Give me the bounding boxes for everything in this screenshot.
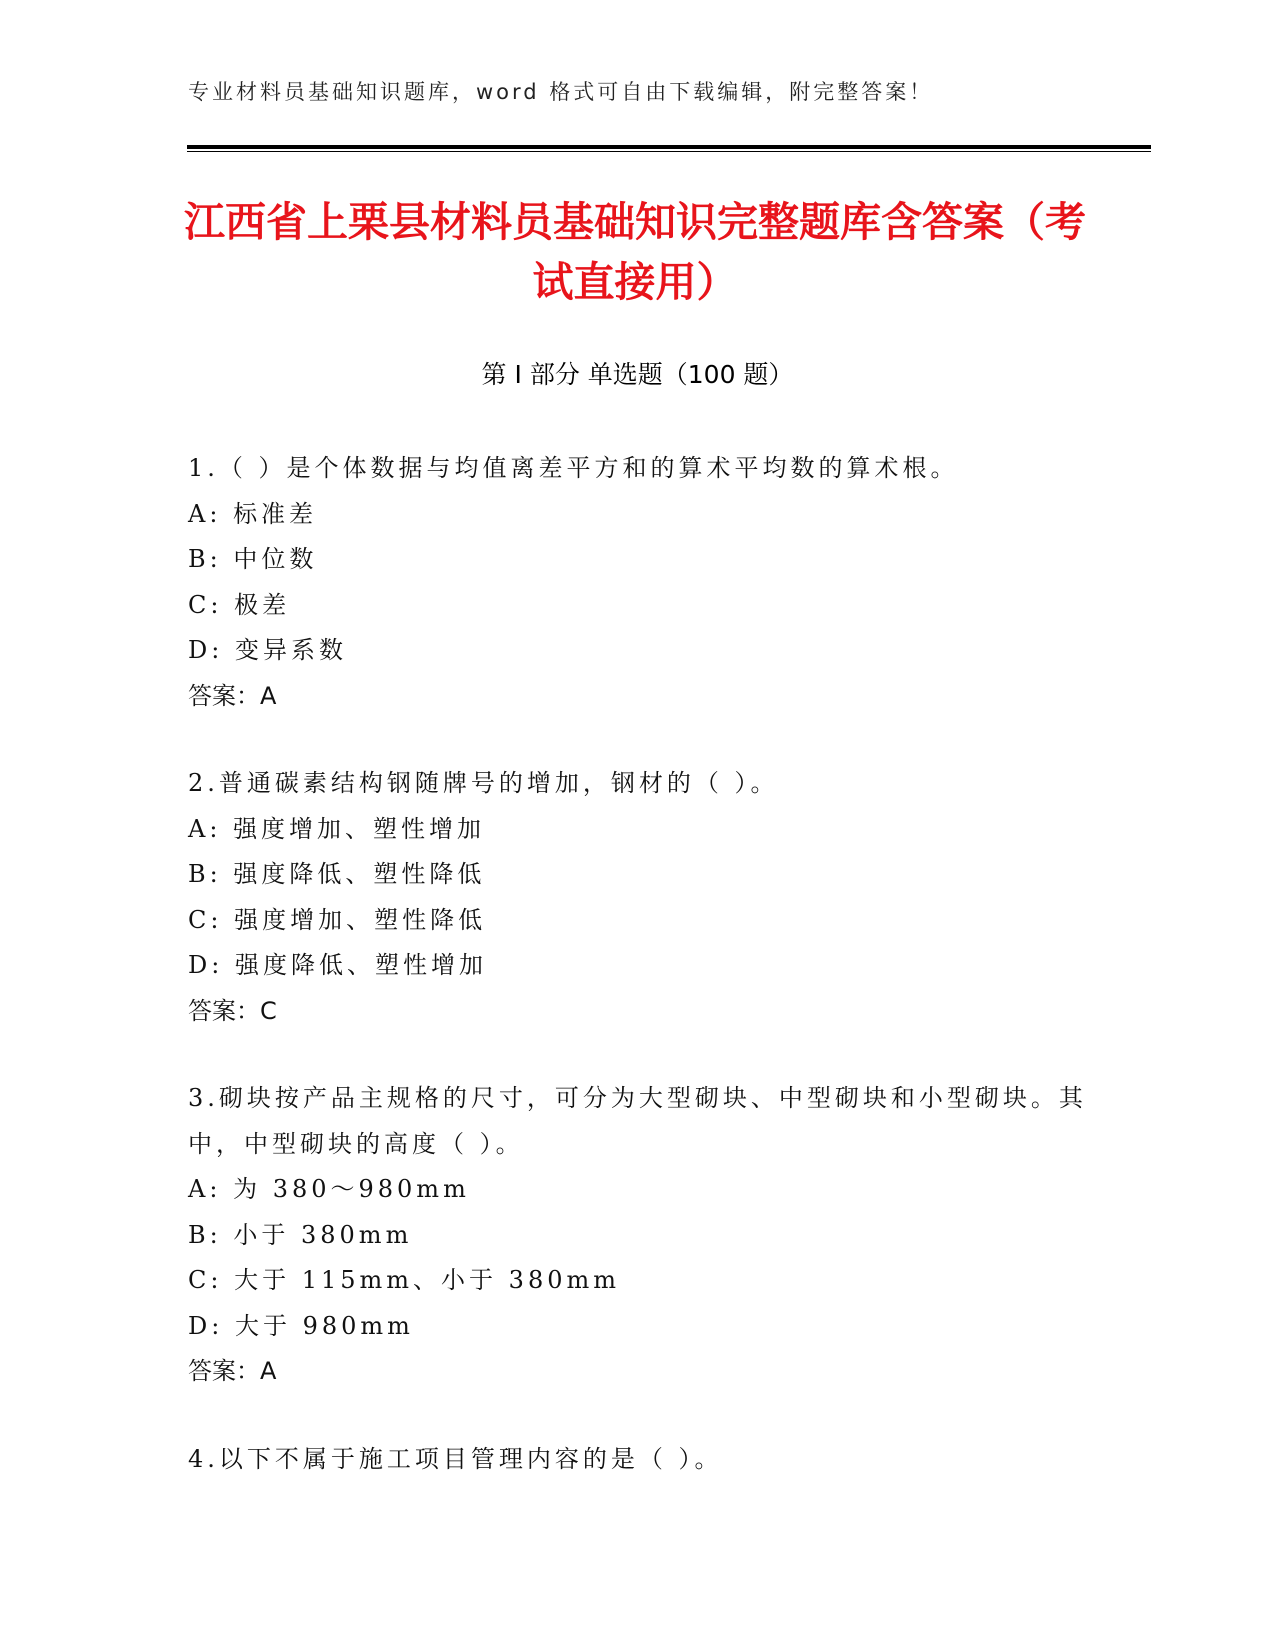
- option-text: 为 380～980mm: [233, 1175, 470, 1203]
- option-text: 中位数: [233, 545, 318, 573]
- document-title: 江西省上栗县材料员基础知识完整题库含答案（考试直接用）: [184, 198, 1086, 306]
- option-text: 强度降低、塑性增加: [234, 951, 487, 979]
- option-label: D:: [188, 636, 224, 664]
- option-label: C:: [188, 590, 223, 619]
- option-text: 强度增加、塑性增加: [233, 814, 486, 843]
- option-b: [188, 537, 1088, 583]
- option-text: 标准差: [233, 499, 318, 528]
- answer: 答案：A: [188, 1357, 277, 1385]
- option-label: B:: [188, 545, 222, 573]
- option-a: [188, 807, 1088, 853]
- option-a: [188, 492, 1088, 538]
- option-b: [188, 852, 1088, 898]
- question-1: [188, 446, 1088, 719]
- option-b: [188, 1213, 1088, 1259]
- option-label: D:: [188, 951, 224, 979]
- question-2: [188, 761, 1088, 1034]
- option-d: [188, 943, 1088, 989]
- option-c: [188, 898, 1088, 944]
- question-list: [188, 446, 1088, 1524]
- option-label: A:: [188, 814, 222, 843]
- option-text: 大于 115mm、小于 380mm: [234, 1266, 620, 1294]
- header-note: 专业材料员基础知识题库，word 格式可自由下载编辑，附完整答案！: [188, 80, 934, 104]
- option-label: A:: [188, 1175, 222, 1203]
- option-text: 强度增加、塑性降低: [234, 905, 487, 934]
- option-c: [188, 583, 1088, 629]
- option-label: B:: [188, 860, 222, 888]
- option-label: A:: [188, 499, 222, 528]
- option-d: [188, 628, 1088, 674]
- section-title: 第 I 部分 单选题（100 题）: [481, 360, 794, 389]
- option-label: C:: [188, 1266, 223, 1294]
- option-text: 变异系数: [234, 636, 347, 664]
- option-label: C:: [188, 905, 223, 934]
- answer: 答案：C: [188, 996, 277, 1025]
- option-d: [188, 1304, 1088, 1350]
- question-stem: 1.（ ）是个体数据与均值离差平方和的算术平均数的算术根。: [188, 454, 959, 482]
- header-rule-thick: [187, 145, 1151, 149]
- question-stem: 3.砌块按产品主规格的尺寸，可分为大型砌块、中型砌块和小型砌块。其中，中型砌块的高度（ ）。: [188, 1084, 1087, 1158]
- option-label: D:: [188, 1311, 224, 1340]
- answer: 答案：A: [188, 681, 277, 710]
- option-text: 小于 380mm: [233, 1220, 413, 1249]
- option-text: 极差: [234, 590, 291, 619]
- option-label: B:: [188, 1220, 222, 1249]
- option-text: 强度降低、塑性降低: [233, 860, 486, 888]
- question-4: [188, 1437, 1088, 1483]
- option-a: [188, 1167, 1088, 1213]
- question-stem: 4.以下不属于施工项目管理内容的是（ ）。: [188, 1444, 723, 1473]
- header-rule-thin: [187, 151, 1151, 152]
- question-3: [188, 1076, 1088, 1395]
- option-text: 大于 980mm: [234, 1311, 414, 1340]
- question-stem: 2.普通碳素结构钢随牌号的增加，钢材的（ ）。: [188, 769, 779, 797]
- option-c: [188, 1258, 1088, 1304]
